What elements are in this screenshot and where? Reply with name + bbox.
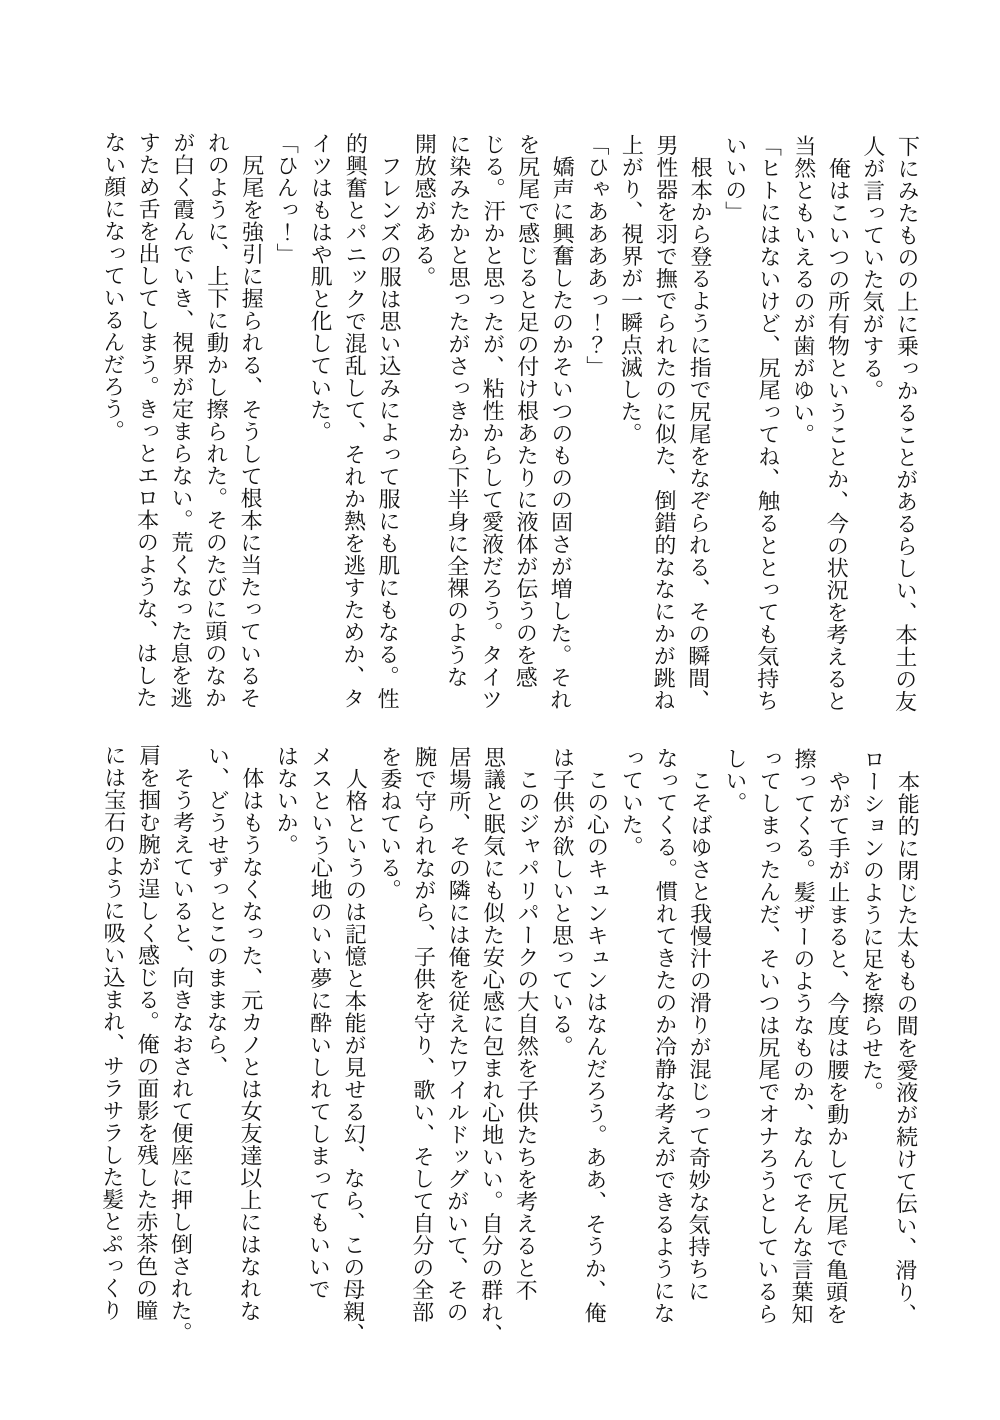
text-line: いいの」	[721, 134, 748, 224]
text-line: ローションのように足を擦らせた。	[858, 747, 886, 1104]
text-line: すため舌を出してしまう。きっとエロ本のような、はした	[132, 131, 161, 709]
text-line: 下にみたものの上に乗っかることがあるらしい、本土の友	[891, 135, 920, 713]
text-line: イツはもはや肌と化していた。	[306, 131, 334, 443]
text-line: 思議と眠気にも似た安心感に包まれ心地いい。自分の群れ、	[477, 745, 506, 1346]
text-line: 「ヒトにはないけど、尻尾ってね、触るととっても気持ち	[753, 134, 782, 712]
text-line: 俺はこいつの所有物ということか、今の状況を考えると	[822, 134, 851, 712]
text-line: 人が言っていた気がする。	[858, 134, 886, 402]
text-line: フレンズの服は思い込みによって服にも肌にもなる。性	[373, 132, 403, 710]
text-line: 的興奮とパニックで混乱して、それか熱を逃すためか、タ	[339, 132, 368, 710]
text-block-bottom	[92, 744, 923, 1348]
text-line: 擦ってくる。髪ザーのようなものか、なんでそんな言葉知	[788, 747, 817, 1325]
text-line: じる。汗かと思ったが、粘性からして愛液だろう。タイツ	[477, 132, 506, 711]
text-line: 当然ともいえるのが歯がゆい。	[789, 134, 817, 446]
text-line: 「ひゃああああっ！？」	[582, 133, 610, 378]
text-line: ってしまったんだ、そいつは尻尾でオナろうとしているら	[753, 747, 782, 1325]
text-line: が白く霞んでいき、視界が定まらない。荒くなった息を逃	[167, 131, 196, 709]
text-line: こそばゆさと我慢汁の滑りが混じって奇妙な気持ちに	[684, 746, 713, 1303]
text-line: 「ひんっ！」	[272, 131, 299, 266]
text-line: 上がり、視界が一瞬点滅した。	[616, 133, 644, 445]
text-line: い、どうせずっとこのままなら、	[202, 744, 230, 1078]
text-line: 腕で守られながら、子供を守り、歌い、そして自分の全部	[408, 745, 437, 1323]
text-line: れのように、上下に動かし擦られた。そのたびに頭のなか	[201, 131, 230, 709]
text-line: ない顔になっているんだろう。	[99, 130, 127, 442]
text-line: やがて手が止まると、今度は腰を動かして尻尾で亀頭を	[822, 747, 851, 1325]
text-line: を尻尾で感じると足の付け根あたりに液体が伝うのを感	[512, 133, 541, 689]
text-line: 肩を掴む腕が逞しく感じる。俺の面影を残した赤茶色の瞳	[132, 744, 161, 1322]
text-line: 尻尾を強引に握られる、そうして根本に当たっているそ	[235, 131, 265, 709]
text-line: 嬌声に興奮したのかそいつのものの固さが増した。それ	[546, 133, 575, 711]
text-line: 体はもうなくなった、元カノとは女友達以上にはなれな	[236, 744, 265, 1322]
text-line: しい。	[721, 747, 748, 814]
text-line: 居場所、その隣には俺を従えたワイルドッグがいて、その	[443, 745, 472, 1323]
text-line: このジャパリパークの大自然を子供たちを考えると不	[512, 746, 541, 1302]
text-line: メスという心地のいい夢に酔いしれてしまってもいいで	[305, 744, 334, 1301]
text-block-top	[92, 131, 923, 715]
text-line: を委ねている。	[376, 745, 403, 901]
text-line: 根本から登るように指で尻尾をなぞられる、その瞬間、	[684, 133, 713, 712]
text-line: に染みたかと思ったがさっきから下半身に全裸のような	[443, 132, 472, 688]
text-line: そう考えていると、向きなおされて便座に押し倒された。	[166, 744, 196, 1344]
text-line: はないか。	[272, 744, 299, 856]
text-line: 本能的に閉じた太ももの間を愛液が続けて伝い、滑り、	[891, 748, 920, 1326]
text-line: は子供が欲しいと思っている。	[547, 746, 575, 1058]
text-line: この心のキュンキュンはなんだろう。ああ、そうか、俺	[581, 746, 610, 1324]
text-line: 人格というのは記憶と本能が見せる幻、なら、この母親、	[339, 745, 368, 1345]
text-line: には宝石のように吸い込まれ、サラサラした髪とぷっくり	[98, 743, 127, 1322]
text-line: 男性器を羽で撫でられたのに似た、倒錯的ななにかが跳ね	[649, 133, 679, 712]
text-line: 開放感がある。	[410, 132, 437, 289]
text-line: っていた。	[617, 746, 644, 858]
text-line: なってくる。慣れてきたのか冷静な考えができるようにな	[650, 746, 679, 1325]
